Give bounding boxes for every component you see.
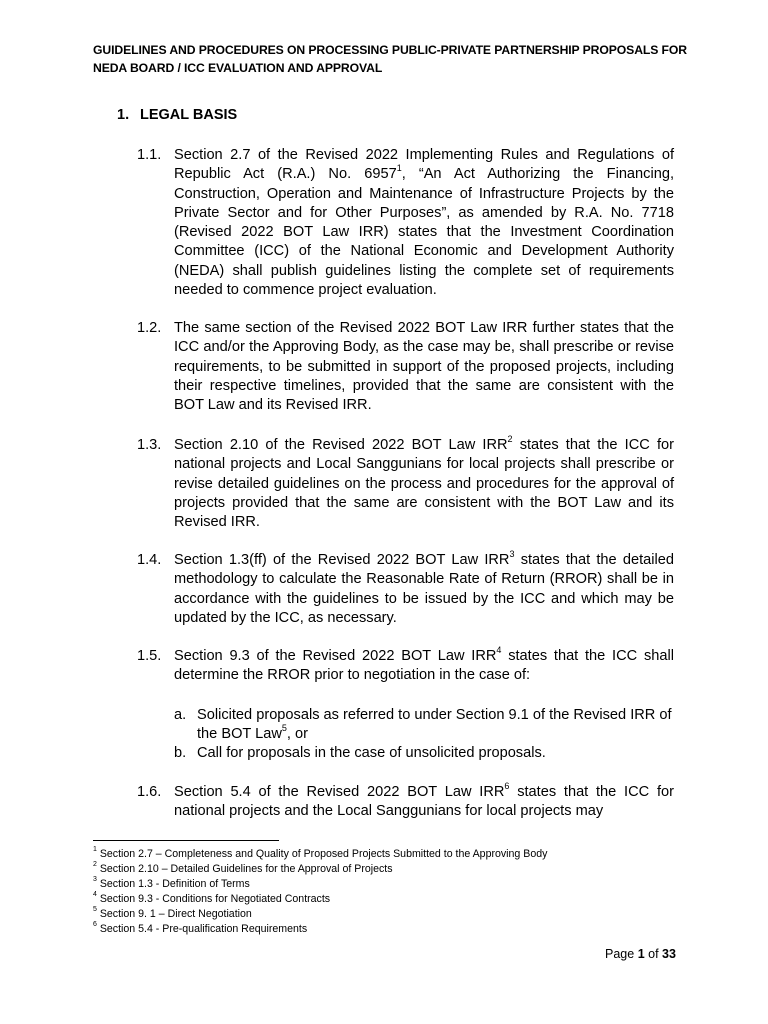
list-letter: a. xyxy=(174,707,187,723)
footnote-ref[interactable]: 4 xyxy=(496,645,502,656)
list-letter: b. xyxy=(174,745,187,761)
list-item-a xyxy=(174,706,674,745)
list-item-b xyxy=(174,744,674,763)
header-line-2: NEDA BOARD / ICC EVALUATION AND APPROVAL xyxy=(93,61,383,75)
footnote-ref[interactable]: 6 xyxy=(504,781,510,792)
footnote: $^2$ Section 2.10 – Detailed Guidelines for the Approval of Projects xyxy=(93,861,393,875)
paragraph-1-6 xyxy=(137,783,674,822)
section-number: 1. xyxy=(117,107,130,123)
paragraph-1-1 xyxy=(137,146,674,300)
paragraph-text: The same section of the Revised 2022 BOT Law IRR further states that the ICC and/or the Approving Body, as the case may be, shall prescribe or revise requirements, to be submitted in support of the proposed projects, including their respective timelines, provided that the same are consistent with the BOT Law and its Revised IRR. xyxy=(174,320,674,414)
footnote: $^3$ Section 1.3 - Definition of Terms xyxy=(93,876,250,890)
paragraph-1-4 xyxy=(137,551,674,628)
list-text: Call for proposals in the case of unsolicited proposals. xyxy=(197,745,546,761)
paragraph-1-5 xyxy=(137,647,674,686)
footnote-ref[interactable]: 2 xyxy=(507,434,513,445)
page-number: Page 1 of 33 xyxy=(605,947,676,961)
paragraph-number: 1.1. xyxy=(137,147,162,163)
footnote: $^5$ Section 9. 1 – Direct Negotiation xyxy=(93,906,252,920)
footnote: $^6$ Section 5.4 - Pre-qualification Requirements xyxy=(93,921,308,935)
footnote-divider xyxy=(93,840,279,841)
list-text: Solicited proposals as referred to under Section 9.1 of the Revised IRR of the BOT Law$^5$, or xyxy=(197,707,672,743)
section-title: LEGAL BASIS xyxy=(140,107,238,123)
paragraph-1-3 xyxy=(137,436,674,532)
paragraph-text: Section 2.7 of the Revised 2022 Implementing Rules and Regulations of Republic Act (R.A.) No. 6957$^1$, “An Act Authorizing the Financing, Construction, Operation and Maintenance of Infrastructure Projects by the Private Sector and for Other Purposes”, as amended by R.A. No. 7718 (Revised 2022 BOT Law IRR) states that the Investment Coordination Committee (ICC) of the National Economic and Development Authority (NEDA) shall publish guidelines listing the complete set of requirements needed to commence project evaluation. xyxy=(174,147,674,299)
section-heading xyxy=(117,107,237,123)
header-line-1: GUIDELINES AND PROCEDURES ON PROCESSING PUBLIC-PRIVATE PARTNERSHIP PROPOSALS FOR xyxy=(93,43,687,57)
footnote-ref[interactable]: 3 xyxy=(509,549,515,560)
paragraph-text: Section 9.3 of the Revised 2022 BOT Law IRR$^4$ states that the ICC shall determine the RROR prior to negotiation in the case of: xyxy=(174,645,674,684)
footnotes xyxy=(93,847,547,936)
paragraph-number: 1.5. xyxy=(137,648,162,664)
document-header xyxy=(93,41,693,77)
paragraph-number: 1.3. xyxy=(137,437,162,453)
paragraph-text: Section 2.10 of the Revised 2022 BOT Law IRR$^2$ states that the ICC for national projects and Local Sanggunians for local projects shall prescribe or revise detailed guidelines on the process and procedures for the approval of projects provided that the same are consistent with the BOT Law and its Revised IRR. xyxy=(174,434,674,531)
footnote: $^1$ Section 2.7 – Completeness and Quality of Proposed Projects Submitted to the Approving Body xyxy=(93,846,548,860)
paragraph-1-2 xyxy=(137,319,674,415)
footnote-ref[interactable]: 1 xyxy=(396,163,402,174)
paragraph-number: 1.6. xyxy=(137,784,162,800)
paragraph-text: Section 1.3(ff) of the Revised 2022 BOT Law IRR$^3$ states that the detailed methodology to calculate the Reasonable Rate of Return (RROR) shall be in accordance with the guidelines to be issued by the ICC and which may be updated by the ICC, as necessary. xyxy=(174,549,674,626)
paragraph-number: 1.4. xyxy=(137,552,162,568)
footnote-ref[interactable]: 5 xyxy=(281,723,287,734)
paragraph-text: Section 5.4 of the Revised 2022 BOT Law IRR$^6$ states that the ICC for national projects and the Local Sanggunians for local projects may xyxy=(174,781,674,820)
paragraph-number: 1.2. xyxy=(137,320,162,336)
footnote: $^4$ Section 9.3 - Conditions for Negotiated Contracts xyxy=(93,891,331,905)
